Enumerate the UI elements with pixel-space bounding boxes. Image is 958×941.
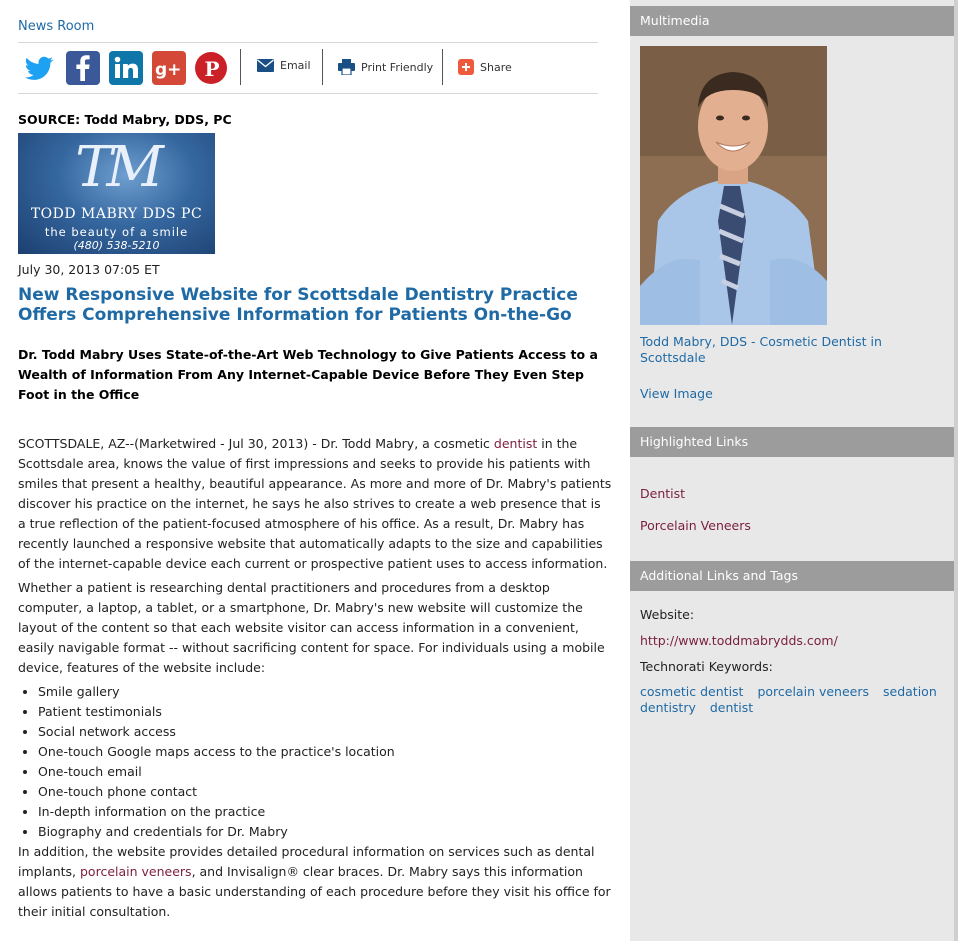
logo-phone: (480) 538-5210 bbox=[73, 239, 160, 252]
list-item: • Social network access bbox=[38, 722, 612, 742]
list-item: • Patient testimonials bbox=[38, 702, 612, 722]
photo-caption[interactable]: Todd Mabry, DDS - Cosmetic Dentist in Scottsdale bbox=[640, 334, 882, 365]
pinterest-icon[interactable] bbox=[194, 51, 228, 85]
highlighted-link-porcelain-veneers[interactable]: Porcelain Veneers bbox=[640, 518, 751, 533]
paragraph-3-text-a: In addition, the website provides detailed procedural information on services such as dental implants, bbox=[18, 844, 595, 879]
doctor-photo[interactable] bbox=[640, 46, 827, 325]
keyword-tag[interactable]: cosmetic dentist bbox=[640, 684, 744, 699]
release-date: July 30, 2013 07:05 ET bbox=[18, 262, 160, 277]
toolbar-divider bbox=[240, 49, 241, 85]
website-url-link[interactable]: http://www.toddmabrydds.com/ bbox=[640, 633, 838, 648]
feature-list bbox=[18, 682, 612, 842]
googleplus-icon[interactable] bbox=[152, 51, 186, 85]
keyword-tag[interactable]: sedation dentistry bbox=[640, 684, 937, 715]
keyword-tag[interactable]: dentist bbox=[709, 700, 754, 715]
paragraph-3-text-b: , and Invisalign® clear braces. Dr. Mabry says this information allows patients to have a basic understanding of each procedure before they visit his office for their initial consultation. bbox=[18, 864, 611, 919]
additional-links-header: Additional Links and Tags bbox=[630, 561, 954, 591]
list-item: • Smile gallery bbox=[38, 682, 612, 702]
subheadline: Dr. Todd Mabry Uses State-of-the-Art Web Technology to Give Patients Access to a Wealth of Information From Any Internet-Capable Device Before They Even Step Foot in the Office bbox=[18, 347, 598, 402]
email-label: Email bbox=[280, 59, 311, 72]
paragraph-2: Whether a patient is researching dental practitioners and procedures from a desktop computer, a laptop, a tablet, or a smartphone, Dr. Mabry's new website will customize the layout of the content so that each website visitor can access information in a convenient, easily navigable format -- without sacrificing content for space. For individuals using a mobile device, features of the website include: bbox=[18, 580, 605, 675]
list-item: • One-touch phone contact bbox=[38, 782, 612, 802]
paragraph-1 bbox=[18, 434, 612, 574]
keyword-tags bbox=[640, 684, 940, 716]
highlighted-link-dentist[interactable]: Dentist bbox=[640, 486, 686, 501]
envelope-icon bbox=[257, 59, 274, 72]
porcelain-veneers-inline-link[interactable]: porcelain veneers bbox=[80, 864, 192, 879]
linkedin-icon[interactable] bbox=[109, 51, 143, 85]
logo-tagline: the beauty of a smile bbox=[44, 225, 189, 239]
share-label: Share bbox=[480, 60, 512, 74]
headline: New Responsive Website for Scottsdale Dentistry Practice Offers Comprehensive Information for Patients On-the-Go bbox=[18, 285, 578, 325]
print-label: Print Friendly bbox=[361, 60, 434, 74]
list-item: • One-touch email bbox=[38, 762, 612, 782]
logo-monogram: TM bbox=[75, 135, 158, 200]
keywords-label: Technorati Keywords: bbox=[640, 659, 773, 674]
svg-text:P: P bbox=[204, 57, 220, 81]
highlighted-links-header: Highlighted Links bbox=[630, 427, 954, 457]
breadcrumb-news-room[interactable]: News Room bbox=[18, 19, 95, 34]
multimedia-header: Multimedia bbox=[630, 6, 954, 36]
list-item: • One-touch Google maps access to the practice's location bbox=[38, 742, 612, 762]
window-edge bbox=[954, 0, 958, 941]
toolbar-divider bbox=[322, 49, 323, 85]
paragraph-3 bbox=[18, 842, 612, 922]
paragraph-1-text-a: SCOTTSDALE, AZ--(Marketwired - Jul 30, 2013) - Dr. Todd Mabry, a cosmetic bbox=[18, 436, 494, 451]
website-label: Website: bbox=[640, 607, 695, 622]
logo-name: TODD MABRY DDS PC bbox=[30, 206, 203, 222]
list-item: • In-depth information on the practice bbox=[38, 802, 612, 822]
print-friendly-button[interactable] bbox=[338, 59, 433, 75]
list-item: • Biography and credentials for Dr. Mabry bbox=[38, 822, 612, 842]
plus-share-icon bbox=[458, 59, 474, 75]
dentist-inline-link[interactable]: dentist bbox=[493, 436, 538, 451]
paragraph-1-text-b: in the Scottsdale area, knows the value of first impressions and seeks to provide his patients with smiles that present a healthy, beautiful appearance. As more and more of Dr. Mabry's patients discover his practice on the internet, he says he also strives to create a web presence that is a true reflection of the patient-focused atmosphere of his office. As a result, Dr. Mabry has recently launched a responsive website that automatically adapts to the size and capabilities of the internet-capable device each current or prospective patient uses to access information. bbox=[18, 436, 612, 571]
source-line: SOURCE: Todd Mabry, DDS, PC bbox=[18, 112, 232, 127]
facebook-icon[interactable] bbox=[66, 51, 100, 85]
company-logo bbox=[18, 133, 215, 254]
share-toolbar bbox=[18, 42, 598, 94]
share-button[interactable] bbox=[458, 59, 512, 75]
portrait-image bbox=[640, 46, 827, 325]
svg-text:g+: g+ bbox=[155, 60, 182, 80]
view-image-link[interactable]: View Image bbox=[640, 386, 713, 401]
email-button[interactable] bbox=[257, 59, 311, 72]
article-body bbox=[18, 434, 612, 926]
printer-icon bbox=[338, 59, 355, 75]
keyword-tag[interactable]: porcelain veneers bbox=[757, 684, 870, 699]
sidebar bbox=[630, 0, 954, 941]
twitter-icon[interactable] bbox=[22, 51, 56, 85]
toolbar-divider bbox=[442, 49, 443, 85]
